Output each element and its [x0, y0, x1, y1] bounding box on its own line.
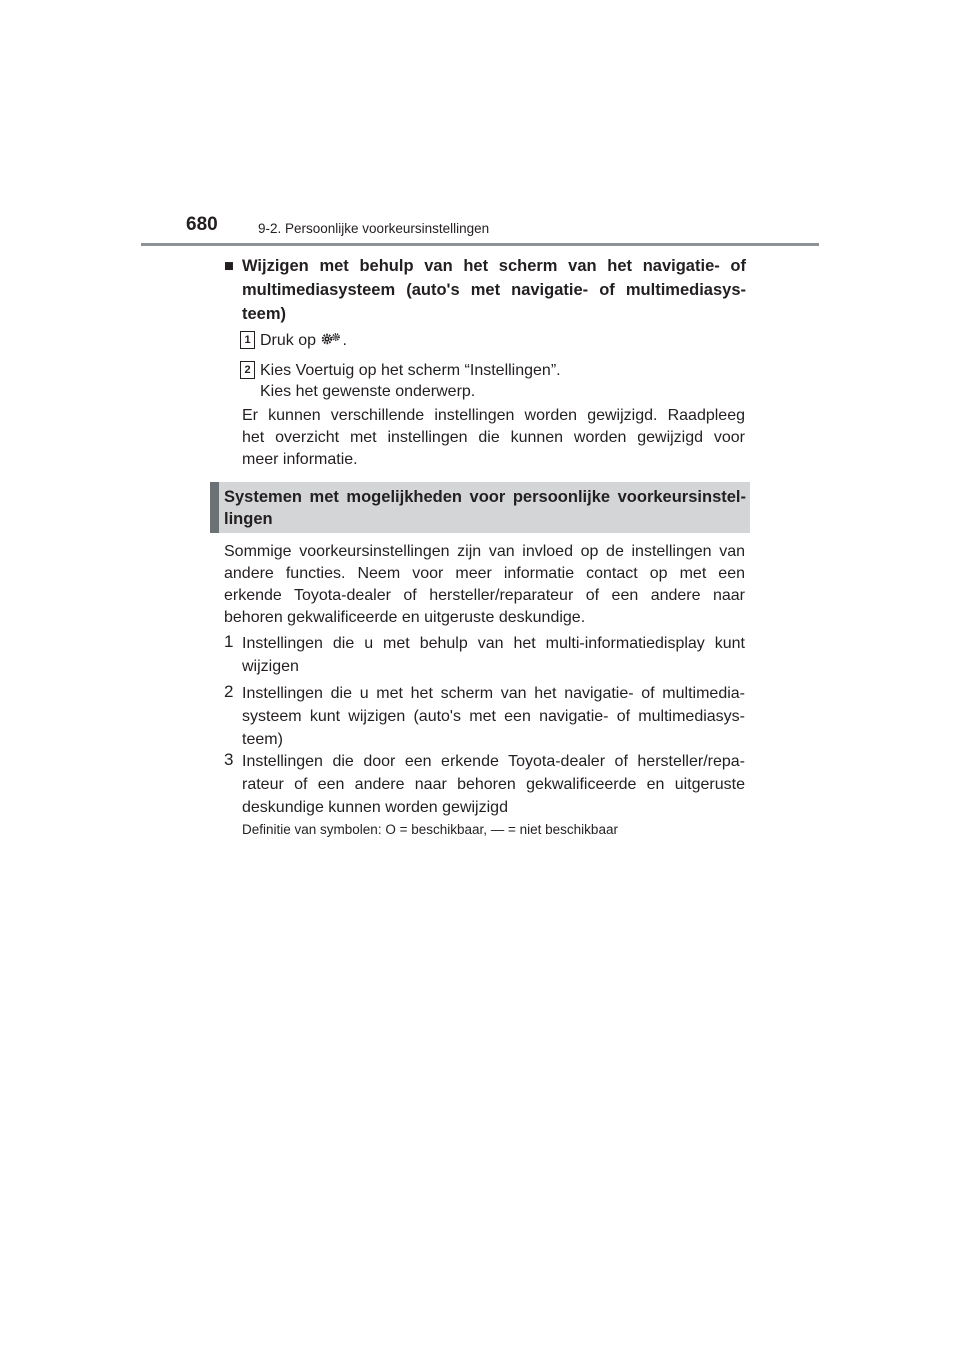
- section-intro: [224, 541, 745, 629]
- paragraph-line: Sommige voorkeursinstellingen zijn van invloed op de instellingen van: [224, 543, 745, 560]
- paragraph-line: het overzicht met instellingen die kunnen worden gewijzigd voor: [242, 429, 745, 446]
- step-number-box: 2: [240, 361, 255, 379]
- item-number: 1: [224, 632, 234, 651]
- step-number-box: 1: [240, 331, 255, 349]
- section-heading-bar: [210, 482, 750, 533]
- step-1: [240, 330, 347, 351]
- item-line: systeem kunt wijzigen (auto's met een navigatie- of multimediasys-: [242, 708, 745, 725]
- paragraph-line: meer informatie.: [242, 451, 358, 468]
- item-line: Instellingen die u met het scherm van het navigatie- of multimedia-: [242, 685, 745, 702]
- item-line: rateur of een andere naar behoren gekwalificeerde en uitgeruste: [242, 776, 745, 793]
- list-item: [224, 682, 745, 751]
- paragraph-line: andere functies. Neem voor meer informatie contact op met een: [224, 565, 745, 582]
- item-text: [242, 750, 745, 819]
- section-accent-stripe: [210, 482, 219, 533]
- step-text-before: Druk op: [260, 332, 317, 349]
- paragraph-line: behoren gekwalificeerde en uitgeruste deskundige.: [224, 609, 586, 626]
- item-number: 2: [224, 682, 234, 701]
- sub-heading-line: teem): [242, 305, 287, 323]
- list-item: [224, 750, 745, 819]
- section-title-line: Systemen met mogelijkheden voor persoonlijke voorkeursinstel-: [224, 488, 746, 506]
- sub-heading-text: [242, 254, 746, 326]
- section-title-line: lingen: [224, 510, 273, 528]
- sub-heading-line: Wijzigen met behulp van het scherm van het navigatie- of: [242, 257, 746, 275]
- step-text-after: .: [342, 332, 347, 349]
- item-line: wijzigen: [242, 658, 299, 675]
- info-paragraph: [242, 405, 745, 471]
- paragraph-line: Er kunnen verschillende instellingen worden gewijzigd. Raadpleeg: [242, 407, 745, 424]
- item-line: deskundige kunnen worden gewijzigd: [242, 799, 508, 816]
- step-text: [260, 360, 561, 402]
- step-text: [260, 330, 347, 351]
- item-line: Instellingen die u met behulp van het multi-informatiedisplay kunt: [242, 635, 745, 652]
- page-number: 680: [186, 214, 218, 235]
- running-head: 9-2. Persoonlijke voorkeursinstellingen: [258, 221, 490, 236]
- section-title: [224, 486, 746, 530]
- symbol-definition-note: Definitie van symbolen: O = beschikbaar, — = niet beschikbaar: [242, 822, 618, 837]
- square-bullet-icon: ■: [224, 257, 234, 275]
- step-line: Kies het gewenste onderwerp.: [260, 383, 476, 400]
- item-line: Instellingen die door een erkende Toyota-dealer of hersteller/repa-: [242, 753, 745, 770]
- item-text: [242, 632, 745, 678]
- item-line: teem): [242, 731, 283, 748]
- list-item: [224, 632, 745, 678]
- sub-heading: [224, 254, 746, 326]
- item-number: 3: [224, 750, 234, 769]
- header-rule: [141, 243, 819, 246]
- step-2: [240, 360, 561, 402]
- gear-settings-icon: [320, 332, 342, 346]
- step-line: Kies Voertuig op het scherm “Instellingen”.: [260, 362, 561, 379]
- item-text: [242, 682, 745, 751]
- paragraph-line: erkende Toyota-dealer of hersteller/reparateur of een andere naar: [224, 587, 745, 604]
- sub-heading-line: multimediasysteem (auto's met navigatie- of multimediasys-: [242, 281, 746, 299]
